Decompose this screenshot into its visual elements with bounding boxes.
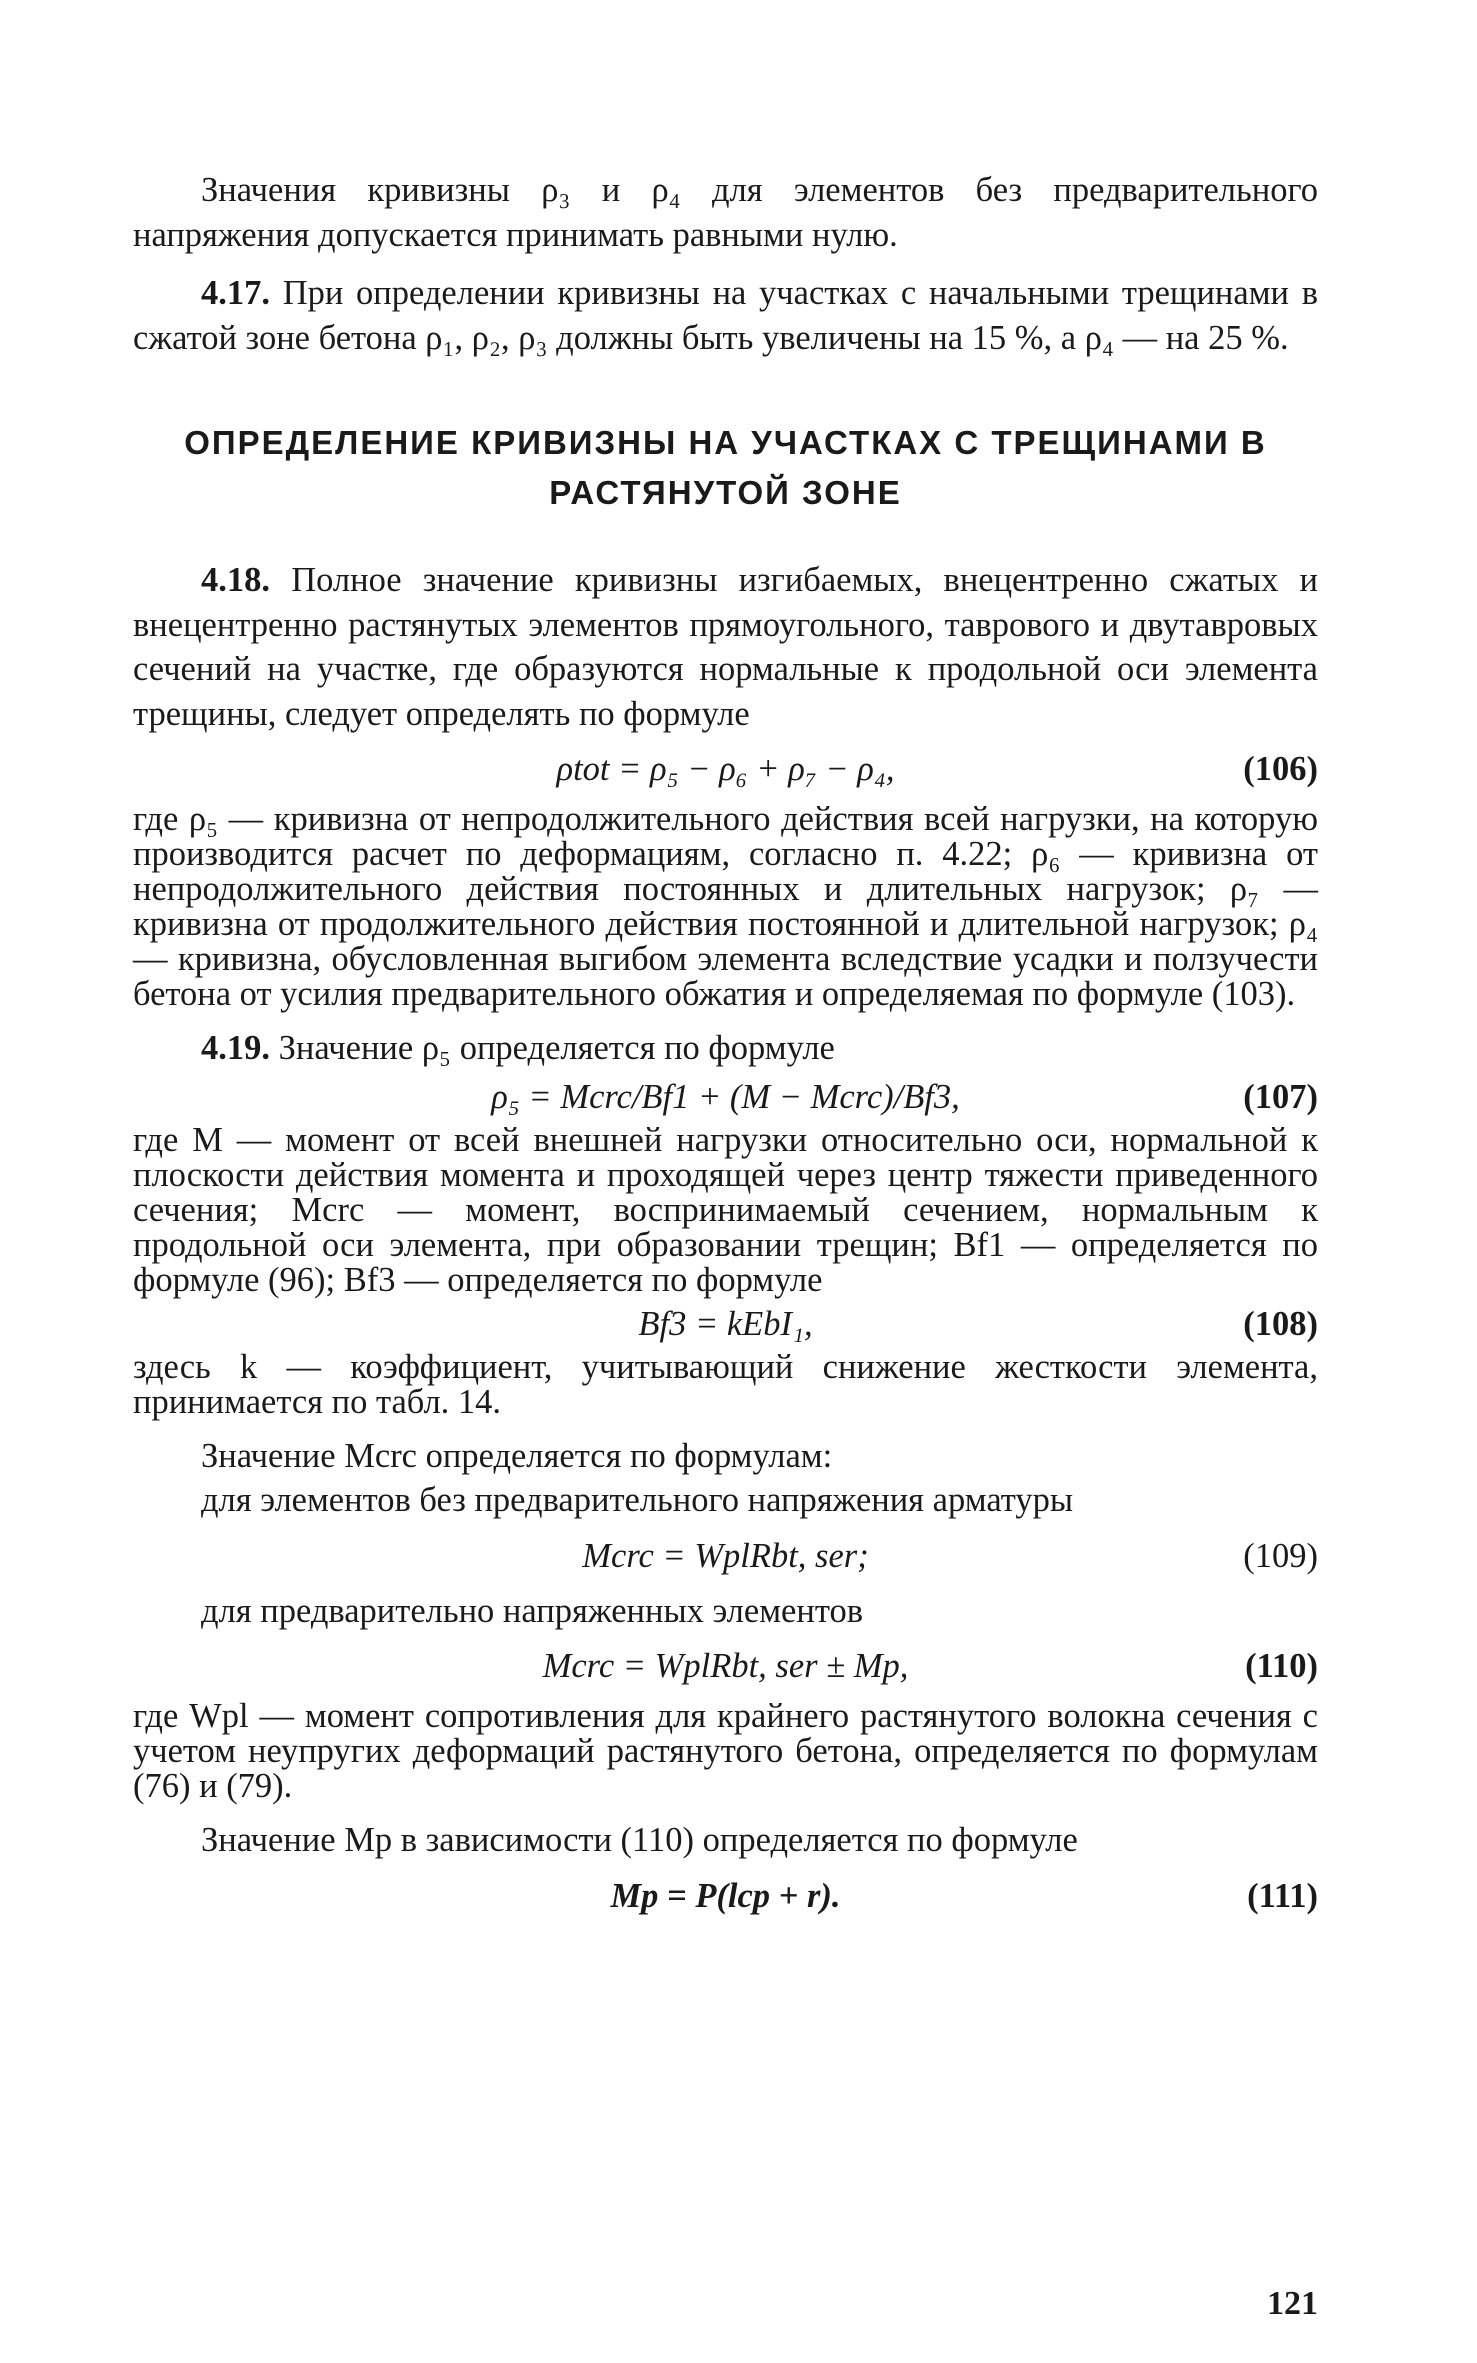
formula-expression: Mp = P(lcp + r). — [610, 1876, 841, 1915]
equation-number: (108) — [1243, 1304, 1318, 1343]
formula-108 — [133, 1298, 1318, 1350]
equation-number: (110) — [1245, 1647, 1318, 1685]
clause-number: 4.19. — [201, 1029, 270, 1067]
formula-110 — [133, 1633, 1318, 1699]
document-page — [133, 168, 1318, 1929]
formula-111 — [133, 1863, 1318, 1929]
formula-expression: Mcrc = WplRbt, ser ± Mp, — [542, 1647, 909, 1685]
equation-number: (111) — [1247, 1876, 1318, 1915]
clause-text: Полное значение кривизны изгибаемых, внецентренно сжатых и внецентренно растянутых элементов прямоугольного, таврового и двутавровых сечений на участке, где образуются нормальные к продольной оси элемента трещины, следует определять по формуле — [133, 561, 1318, 733]
equation-number: (109) — [1243, 1536, 1318, 1575]
paragraph-mp-intro: Значение Mp в зависимости (110) определяется по формуле — [201, 1821, 1078, 1859]
paragraph-4-19 — [133, 1026, 1318, 1071]
formula-106 — [133, 736, 1318, 802]
formula-expression: Bf3 = kEbI₁, — [638, 1304, 813, 1343]
paragraph-4-18 — [133, 558, 1318, 736]
definition-110: где Wpl — момент сопротивления для крайнего растянутого волокна сечения с учетом неупругих деформаций растянутого бетона, определяется по формулам (76) и (79). — [133, 1697, 1318, 1805]
section-heading: ОПРЕДЕЛЕНИЕ КРИВИЗНЫ НА УЧАСТКАХ С ТРЕЩИНАМИ В РАСТЯНУТОЙ ЗОНЕ — [184, 424, 1267, 511]
clause-text: Значение ρ₅ определяется по формуле — [270, 1029, 835, 1067]
paragraph-mcrc-case-2: для предварительно напряженных элементов — [201, 1591, 863, 1630]
clause-number: 4.18. — [201, 561, 270, 599]
paragraph-mcrc-case-1: для элементов без предварительного напряжения арматуры — [201, 1481, 1074, 1519]
paragraph-4-17 — [133, 271, 1318, 360]
formula-expression: Mcrc = WplRbt, ser; — [582, 1536, 869, 1575]
equation-number: (106) — [1243, 750, 1318, 788]
equation-number: (107) — [1243, 1077, 1318, 1116]
clause-number: 4.17. — [201, 274, 270, 312]
clause-text: При определении кривизны на участках с начальными трещинами в сжатой зоне бетона ρ₁, ρ₂, ρ₃ должны быть увеличены на 15 %, а ρ₄ — на 25 %. — [133, 274, 1318, 357]
formula-109 — [133, 1523, 1318, 1589]
paragraph-rho-zero: Значения кривизны ρ₃ и ρ₄ для элементов без предварительного напряжения допускается принимать равными нулю. — [133, 171, 1318, 254]
paragraph-mcrc-intro: Значение Mcrc определяется по формулам: — [201, 1436, 833, 1475]
formula-expression: ρtot = ρ₅ − ρ₆ + ρ₇ − ρ₄, — [556, 750, 895, 788]
definition-106: где ρ₅ — кривизна от непродолжительного действия всей нагрузки, на которую производится расчет по деформациям, согласно п. 4.22; ρ₆ — кривизна от непродолжительного действия постоянных и длительных нагрузок; ρ₇ — кривизна от продолжительного действия постоянной и длительной нагрузок; ρ₄ — кривизна, обусловленная выгибом элемента вследствие усадки и ползучести бетона от усилия предварительного обжатия и определяемая по формуле (103). — [133, 800, 1318, 1013]
definition-108: здесь k — коэффициент, учитывающий снижение жесткости элемента, принимается по табл. 14. — [133, 1347, 1318, 1421]
formula-107 — [133, 1071, 1318, 1123]
definition-107: где M — момент от всей внешней нагрузки относительно оси, нормальной к плоскости действия момента и проходящей через центр тяжести приведенного сечения; Mcrc — момент, воспринимаемый сечением, нормальным к продольной оси элемента, при образовании трещин; Bf1 — определяется по формуле (96); Bf3 — определяется по формуле — [133, 1120, 1318, 1299]
formula-expression: ρ₅ = Mcrc/Bf1 + (M − Mcrc)/Bf3, — [491, 1077, 960, 1116]
page-number: 121 — [1267, 2285, 1318, 2322]
